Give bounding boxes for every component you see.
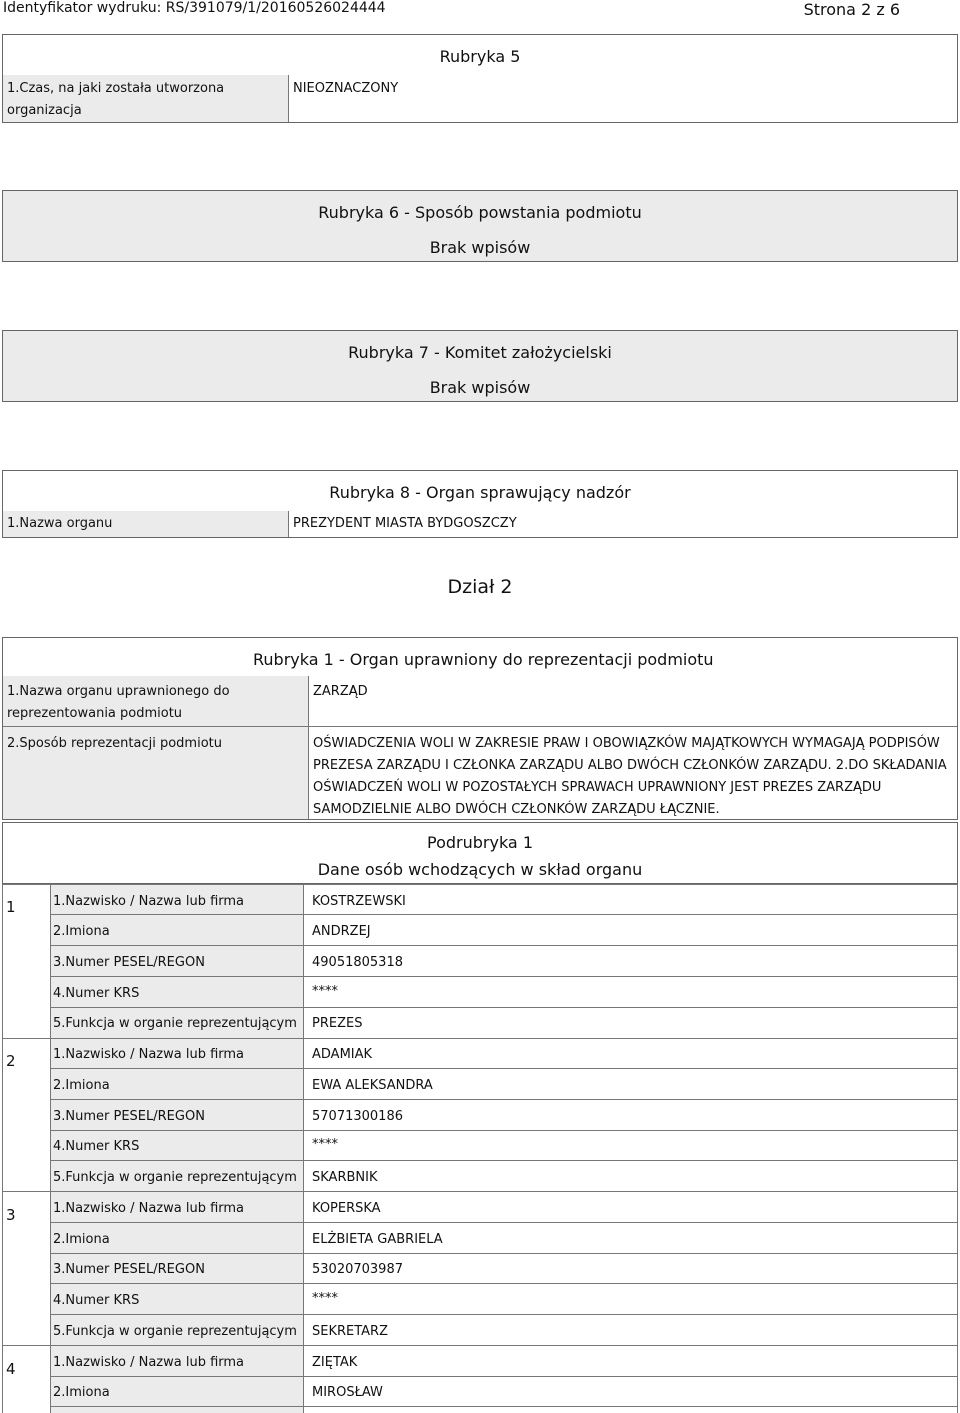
rubryka-1-label-2: 2.Sposób reprezentacji podmiotu [7, 736, 222, 751]
label-surname: 1.Nazwisko / Nazwa lub firma [53, 894, 245, 909]
person-surname: ZIĘTAK [312, 1355, 358, 1370]
person-number: 1 [6, 898, 16, 916]
page-number: Strona 2 z 6 [803, 0, 900, 19]
label-krs: 4.Numer KRS [53, 1293, 140, 1308]
rubryka-6-section [2, 190, 958, 262]
podrubryka-title: Podrubryka 1 [427, 833, 533, 852]
rubryka-5-label: 1.Czas, na jaki została utworzona organizacja [7, 81, 225, 118]
rubryka-1-value-1: ZARZĄD [313, 684, 368, 699]
rubryka-6-value: Brak wpisów [429, 238, 531, 257]
label-function: 5.Funkcja w organie reprezentującym [53, 1170, 297, 1185]
person-names: ANDRZEJ [312, 924, 371, 939]
person-names: EWA ALEKSANDRA [312, 1078, 433, 1093]
section-heading: Dział 2 [447, 576, 513, 598]
rubryka-5-section [2, 34, 958, 123]
person-number: 3 [6, 1206, 16, 1224]
rubryka-1-title: Rubryka 1 - Organ uprawniony do reprezentacji podmiotu [253, 650, 714, 669]
person-names: ELŻBIETA GABRIELA [312, 1232, 443, 1247]
person-function: SKARBNIK [312, 1170, 378, 1185]
podrubryka-header [2, 822, 958, 884]
rubryka-1-value-2: OŚWIADCZENIA WOLI W ZAKRESIE PRAW I OBOWIĄZKÓW MAJĄTKOWYCH WYMAGAJĄ PODPISÓW PREZESA ZARZĄDU I CZŁONKA ZARZĄDU ALBO DWÓCH CZŁONKÓW ZARZĄDU. 2.DO SKŁADANIA OŚWIADCZEŃ WOLI W POZOSTAŁYCH SPRAWACH UPRAWNIONY JEST PREZES ZARZĄDU SAMODZIELNIE ALBO DWÓCH CZŁONKÓW ZARZĄDU ŁĄCZNIE. [313, 736, 947, 817]
rubryka-5-title: Rubryka 5 [439, 47, 521, 66]
label-names: 2.Imiona [53, 924, 110, 939]
person-krs: **** [312, 1137, 338, 1152]
label-function: 5.Funkcja w organie reprezentującym [53, 1324, 297, 1339]
label-surname: 1.Nazwisko / Nazwa lub firma [53, 1355, 245, 1370]
label-surname: 1.Nazwisko / Nazwa lub firma [53, 1047, 245, 1062]
label-names: 2.Imiona [53, 1078, 110, 1093]
rubryka-8-section [2, 470, 958, 538]
person-krs: **** [312, 1291, 338, 1306]
person-function: SEKRETARZ [312, 1324, 389, 1339]
rubryka-1-section [2, 637, 958, 820]
rubryka-7-section [2, 330, 958, 402]
label-pesel: 3.Numer PESEL/REGON [53, 1109, 205, 1124]
rubryka-1-label-1: 1.Nazwa organu uprawnionego do reprezentowania podmiotu [7, 684, 230, 721]
podrubryka-subtitle: Dane osób wchodzących w skład organu [317, 860, 643, 879]
person-surname: KOSTRZEWSKI [312, 894, 406, 909]
person-pesel: 49051805318 [312, 955, 403, 970]
person-surname: KOPERSKA [312, 1201, 381, 1216]
label-surname: 1.Nazwisko / Nazwa lub firma [53, 1201, 245, 1216]
rubryka-6-title: Rubryka 6 - Sposób powstania podmiotu [318, 203, 642, 222]
label-names: 2.Imiona [53, 1385, 110, 1400]
rubryka-8-title: Rubryka 8 - Organ sprawujący nadzór [329, 483, 631, 502]
rubryka-1-divider [3, 726, 957, 727]
person-number: 4 [6, 1360, 16, 1378]
rubryka-7-value: Brak wpisów [429, 378, 531, 397]
person-pesel: 57071300186 [312, 1109, 403, 1124]
label-krs: 4.Numer KRS [53, 986, 140, 1001]
label-pesel: 3.Numer PESEL/REGON [53, 955, 205, 970]
person-surname: ADAMIAK [312, 1047, 373, 1062]
label-function: 5.Funkcja w organie reprezentującym [53, 1016, 297, 1031]
label-names: 2.Imiona [53, 1232, 110, 1247]
person-pesel: 53020703987 [312, 1262, 403, 1277]
rubryka-8-value: PREZYDENT MIASTA BYDGOSZCZY [293, 516, 517, 531]
person-krs: **** [312, 984, 338, 999]
rubryka-7-title: Rubryka 7 - Komitet założycielski [348, 343, 612, 362]
person-names: MIROSŁAW [312, 1385, 383, 1400]
label-pesel: 3.Numer PESEL/REGON [53, 1262, 205, 1277]
person-function: PREZES [312, 1016, 363, 1031]
person-number: 2 [6, 1052, 16, 1070]
print-identifier: Identyfikator wydruku: RS/391079/1/20160526024444 [3, 0, 386, 16]
rubryka-5-value: NIEOZNACZONY [293, 81, 399, 96]
rubryka-8-label: 1.Nazwa organu [7, 516, 113, 531]
label-krs: 4.Numer KRS [53, 1139, 140, 1154]
